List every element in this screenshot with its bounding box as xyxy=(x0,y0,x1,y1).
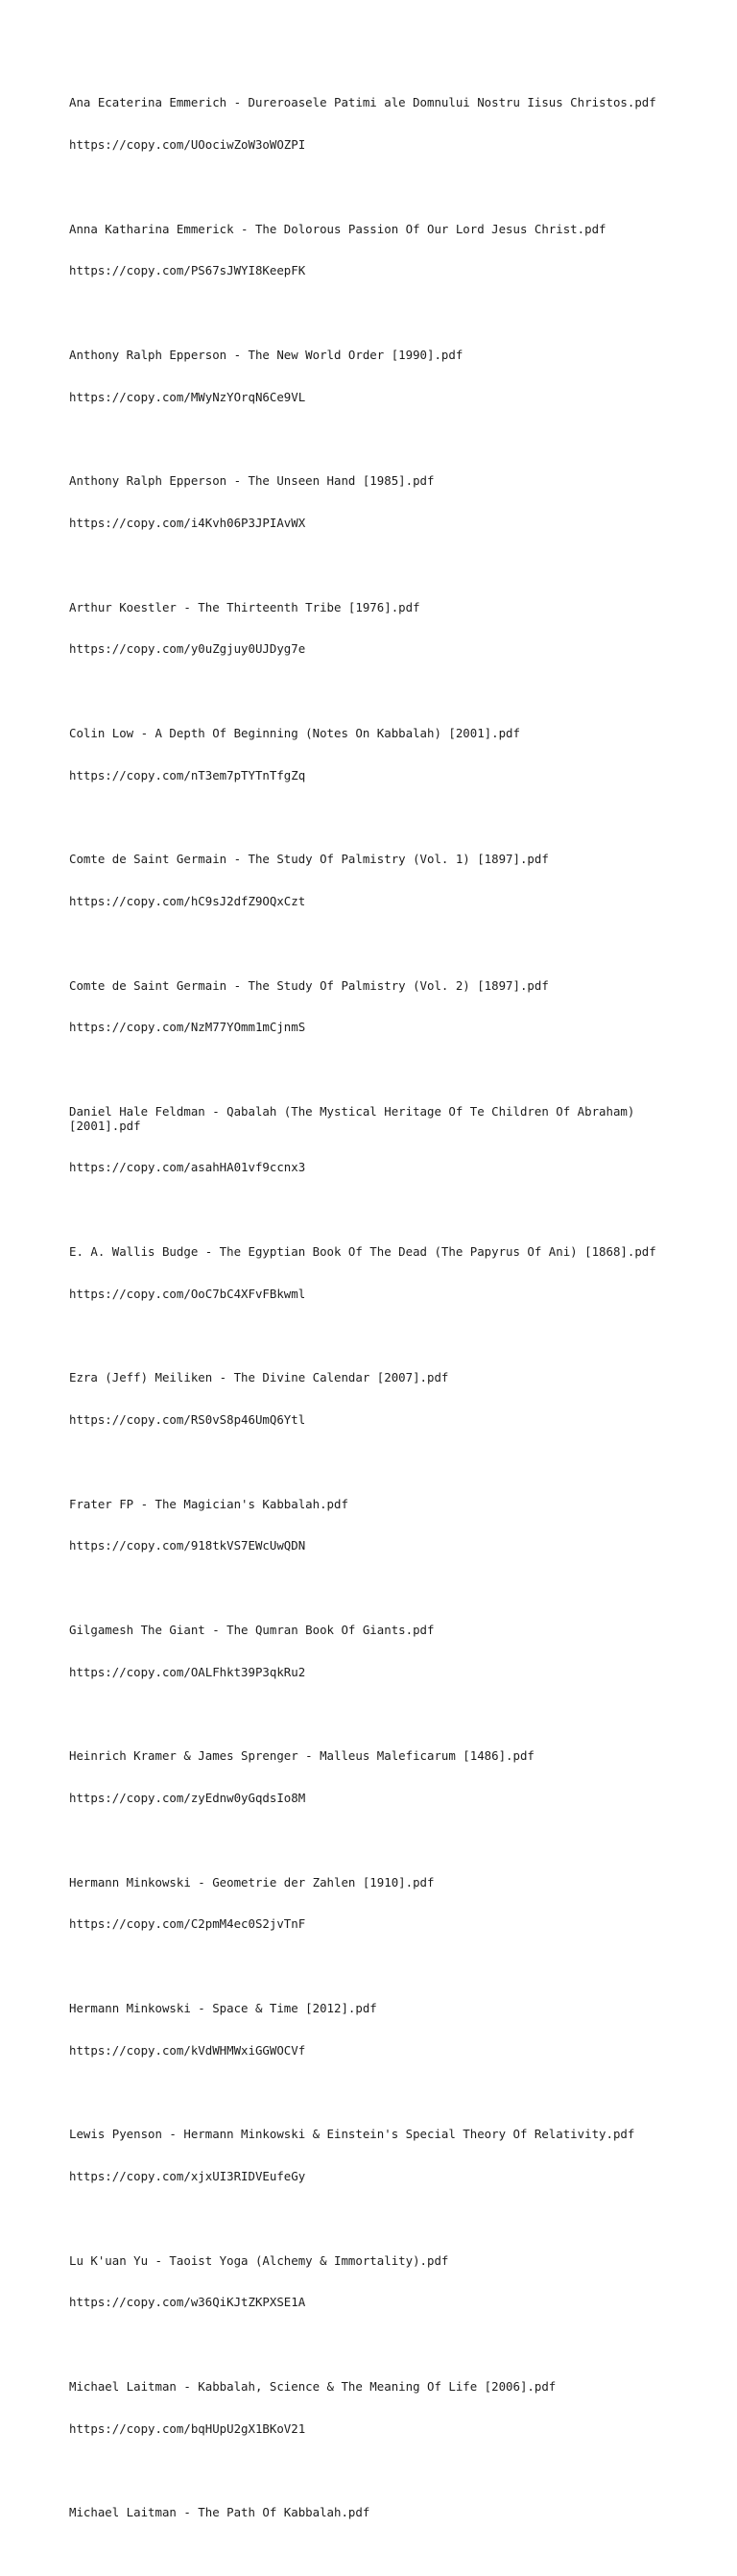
file-title: Michael Laitman - The Path Of Kabbalah.pdf xyxy=(69,2505,370,2520)
file-url: https://copy.com/hC9sJ2dfZ9OQxCzt xyxy=(69,894,306,909)
file-title: Daniel Hale Feldman - Qabalah (The Mystical Heritage Of Te Children Of Abraham) [2001].pdf xyxy=(69,1103,635,1133)
file-url: https://copy.com/NzM77YOmm1mCjnmS xyxy=(69,1020,306,1035)
file-url: https://copy.com/MWyNzYOrqN6Ce9VL xyxy=(69,389,306,404)
file-title: Comte de Saint Germain - The Study Of Palmistry (Vol. 1) [1897].pdf xyxy=(69,852,549,867)
file-title: Comte de Saint Germain - The Study Of Palmistry (Vol. 2) [1897].pdf xyxy=(69,977,549,993)
list-item xyxy=(69,1077,668,1203)
file-url: https://copy.com/OALFhkt39P3qkRu2 xyxy=(69,1664,306,1679)
file-title: Lewis Pyenson - Hermann Minkowski & Einstein's Special Theory Of Relativity.pdf xyxy=(69,2127,635,2142)
file-url: https://copy.com/y0uZgjuy0UJDyg7e xyxy=(69,641,306,657)
file-title: Arthur Koestler - The Thirteenth Tribe [1976].pdf xyxy=(69,599,420,614)
file-url: https://copy.com/xjxUI3RIDVEufeGy xyxy=(69,2169,306,2184)
list-item xyxy=(69,1596,668,1708)
list-item xyxy=(69,194,668,306)
file-url: https://copy.com/bqHUpU2gX1BKoV21 xyxy=(69,2420,306,2436)
file-title: Colin Low - A Depth Of Beginning (Notes On Kabbalah) [2001].pdf xyxy=(69,725,520,740)
file-url: https://copy.com/918tkVS7EWcUwQDN xyxy=(69,1538,306,1553)
list-item xyxy=(69,1469,668,1581)
list-item xyxy=(69,1721,668,1834)
file-title: Heinrich Kramer & James Sprenger - Malleus Maleficarum [1486].pdf xyxy=(69,1748,535,1764)
file-link-list xyxy=(69,68,668,2576)
list-item xyxy=(69,68,668,181)
file-title: Michael Laitman - Kabbalah, Science & The Meaning Of Life [2006].pdf xyxy=(69,2378,557,2394)
file-title: Hermann Minkowski - Geometrie der Zahlen [1910].pdf xyxy=(69,1874,435,1890)
list-item xyxy=(69,1847,668,1960)
list-item xyxy=(69,321,668,433)
file-title: Anthony Ralph Epperson - The Unseen Hand [1985].pdf xyxy=(69,473,435,489)
file-title: Anna Katharina Emmerick - The Dolorous Passion Of Our Lord Jesus Christ.pdf xyxy=(69,221,606,236)
list-item xyxy=(69,1217,668,1330)
file-title: Lu K'uan Yu - Taoist Yoga (Alchemy & Immortality).pdf xyxy=(69,2252,449,2268)
file-url: https://copy.com/UOociwZoW3oWOZPI xyxy=(69,136,306,152)
list-item xyxy=(69,446,668,559)
file-title: Anthony Ralph Epperson - The New World Order [1990].pdf xyxy=(69,347,464,362)
file-url: https://copy.com/RS0vS8p46UmQ6Ytl xyxy=(69,1412,306,1427)
list-item xyxy=(69,1343,668,1456)
list-item xyxy=(69,951,668,1063)
list-item xyxy=(69,1974,668,2086)
file-url: https://copy.com/OoC7bC4XFvFBkwml xyxy=(69,1286,306,1301)
file-title: Gilgamesh The Giant - The Qumran Book Of Giants.pdf xyxy=(69,1622,435,1637)
file-url: https://copy.com/i4Kvh06P3JPIAvWX xyxy=(69,516,306,530)
file-url: https://copy.com/C2pmM4ec0S2jvTnF xyxy=(69,1916,306,1932)
file-title: E. A. Wallis Budge - The Egyptian Book Of The Dead (The Papyrus Of Ani) [1868].pdf xyxy=(69,1243,656,1259)
file-url: https://copy.com/w36QiKJtZKPXSE1A xyxy=(69,2295,306,2310)
file-url: https://copy.com/nT3em7pTYTnTfgZq xyxy=(69,767,306,782)
list-item xyxy=(69,2100,668,2212)
list-item xyxy=(69,2352,668,2465)
file-title: Frater FP - The Magician's Kabbalah.pdf xyxy=(69,1496,348,1511)
file-title: Ana Ecaterina Emmerich - Dureroasele Patimi ale Domnului Nostru Iisus Christos.pdf xyxy=(69,95,656,110)
list-item xyxy=(69,699,668,811)
file-url: https://copy.com/asahHA01vf9ccnx3 xyxy=(69,1160,306,1175)
file-url: https://copy.com/PS67sJWYI8KeepFK xyxy=(69,263,306,278)
list-item xyxy=(69,2226,668,2338)
file-url: https://copy.com/zyEdnw0yGqdsIo8M xyxy=(69,1791,306,1806)
file-title: Ezra (Jeff) Meiliken - The Divine Calendar [2007].pdf xyxy=(69,1370,449,1385)
file-title: Hermann Minkowski - Space & Time [2012].pdf xyxy=(69,2000,377,2015)
file-url: https://copy.com/kVdWHMWxiGGWOCVf xyxy=(69,2042,306,2058)
list-item xyxy=(69,572,668,685)
list-item xyxy=(69,825,668,937)
list-item xyxy=(69,2478,668,2576)
